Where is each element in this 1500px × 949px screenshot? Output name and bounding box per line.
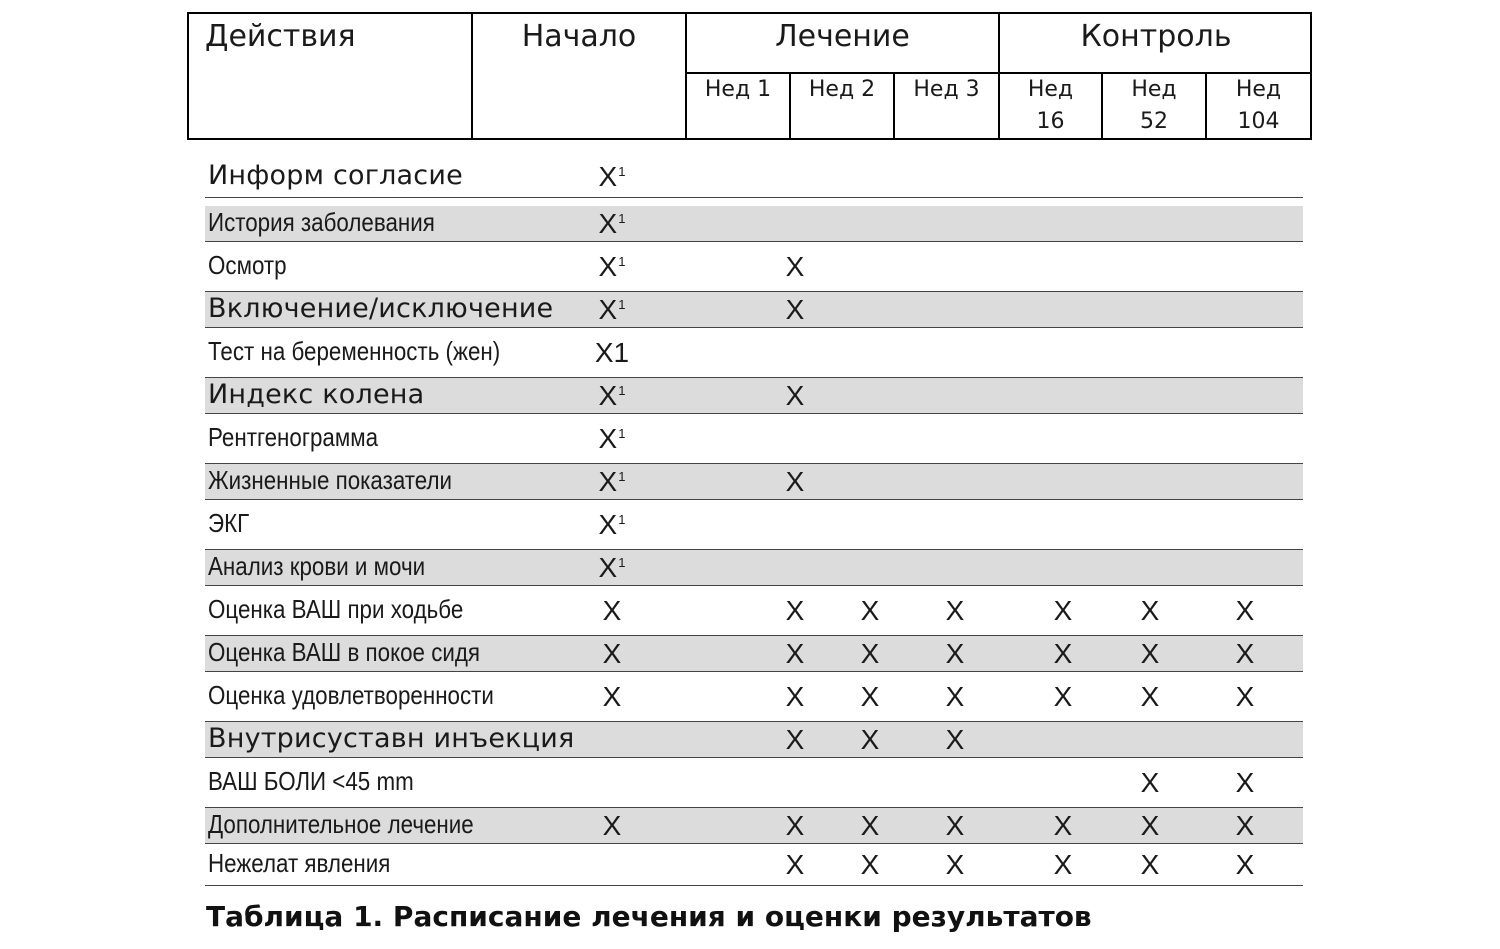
week-mark: X [945, 637, 965, 669]
footnote-marker: 1 [618, 468, 626, 484]
row-label: Индекс колена [208, 378, 425, 410]
week-mark: X [785, 594, 805, 626]
start-mark: X [602, 594, 622, 626]
row-label: Рентгенограмма [208, 421, 379, 452]
week-mark: X [1235, 680, 1255, 712]
week-mark: X [860, 848, 880, 880]
table-row [205, 550, 1303, 586]
table-row [205, 672, 1303, 722]
header-control: Контроль [1080, 19, 1232, 54]
header-week-16: Нед 16 [1027, 77, 1074, 134]
start-mark: X [602, 637, 622, 669]
table-caption: Таблица 1. Расписание лечения и оценки результатов [206, 900, 1092, 933]
week-mark: X [1140, 680, 1160, 712]
footnote-marker: 1 [618, 210, 626, 226]
week-mark: X [785, 680, 805, 712]
table-row [205, 378, 1303, 414]
table-row [205, 292, 1303, 328]
row-label: Оценка удовлетворенности [208, 679, 494, 710]
table-row [205, 844, 1303, 886]
week-mark: X [860, 637, 880, 669]
week-mark: X [1140, 809, 1160, 841]
week-mark: X [785, 723, 805, 755]
start-mark: $X^1$ [598, 465, 626, 497]
week-mark: X [785, 379, 805, 411]
footnote-marker: 1 [618, 511, 626, 527]
week-mark: X [945, 848, 965, 880]
table-row [205, 758, 1303, 808]
table-row [205, 414, 1303, 464]
week-mark: X [860, 809, 880, 841]
week-mark: X [1053, 680, 1073, 712]
week-mark: X [1235, 809, 1255, 841]
week-mark: X [785, 250, 805, 282]
start-mark: X [602, 680, 622, 712]
week-mark: X [785, 848, 805, 880]
footnote-marker: 1 [618, 163, 626, 179]
week-mark: X [1140, 637, 1160, 669]
week-mark: X [1235, 766, 1255, 798]
header-week-104: Нед 104 [1235, 77, 1282, 134]
schedule-table-header [187, 12, 1312, 140]
week-mark: X [945, 723, 965, 755]
header-start: Начало [521, 19, 637, 54]
row-label: Анализ крови и мочи [208, 550, 426, 581]
table-row [205, 808, 1303, 844]
week-mark: X [1053, 848, 1073, 880]
table-row [205, 636, 1303, 672]
table-row [205, 206, 1303, 242]
footnote-marker: 1 [618, 253, 626, 269]
week-mark: X [860, 594, 880, 626]
week-mark: X [785, 637, 805, 669]
week-mark: X [785, 809, 805, 841]
row-label: ВАШ БОЛИ <45 mm [208, 765, 414, 796]
start-mark: $X^1$ [598, 508, 626, 540]
row-label: Жизненные показатели [208, 464, 453, 495]
week-mark: X [860, 680, 880, 712]
header-week-1: Нед 1 [704, 77, 772, 102]
row-label: Оценка ВАШ при ходьбе [208, 593, 464, 624]
start-mark: $X^1$ [598, 422, 626, 454]
start-mark: $X^1$ [598, 250, 626, 282]
start-mark: X [602, 809, 622, 841]
header-week-3: Нед 3 [913, 77, 980, 102]
table-row [205, 156, 1303, 198]
table-row [205, 586, 1303, 636]
row-label: Информ согласие [208, 159, 463, 191]
week-mark: X [945, 809, 965, 841]
week-mark: X [1140, 766, 1160, 798]
week-mark: X [785, 293, 805, 325]
row-label: Оценка ВАШ в покое сидя [208, 636, 481, 667]
row-label: Включение/исключение [208, 292, 554, 324]
table-row [205, 328, 1303, 378]
header-treatment: Лечение [775, 19, 910, 54]
start-mark: $X^1$ [598, 293, 626, 325]
row-label: Тест на беременность (жен) [208, 335, 501, 366]
week-mark: X [785, 465, 805, 497]
row-label: Нежелат явления [208, 847, 391, 878]
table-row [205, 242, 1303, 292]
start-mark: $X^1$ [598, 160, 626, 192]
start-mark: $X^1$ [598, 379, 626, 411]
row-label: Дополнительное лечение [208, 808, 474, 839]
week-mark: X [1053, 637, 1073, 669]
week-mark: X [860, 723, 880, 755]
week-mark: X [1053, 594, 1073, 626]
week-mark: X [1235, 848, 1255, 880]
week-mark: X [1140, 594, 1160, 626]
row-label: ЭКГ [208, 507, 250, 538]
week-mark: X [1140, 848, 1160, 880]
start-mark: $X^1$ [598, 551, 626, 583]
footnote-marker: 1 [618, 554, 626, 570]
week-mark: X [1235, 594, 1255, 626]
row-label: История заболевания [208, 206, 435, 237]
row-label: Осмотр [208, 249, 287, 280]
footnote-marker: 1 [618, 296, 626, 312]
header-actions: Действия [205, 19, 356, 54]
row-label: Внутрисуставн инъекция [208, 722, 575, 754]
start-mark: $X^1$ [598, 207, 626, 239]
table-row [205, 500, 1303, 550]
footnote-marker: 1 [618, 382, 626, 398]
week-mark: X [945, 594, 965, 626]
week-mark: X [945, 680, 965, 712]
start-mark: X1 [594, 336, 630, 368]
footnote-marker: 1 [618, 425, 626, 441]
header-week-52: Нед 52 [1131, 77, 1177, 134]
table-row [205, 464, 1303, 500]
table-row [205, 722, 1303, 758]
header-week-2: Нед 2 [808, 77, 876, 102]
week-mark: X [1235, 637, 1255, 669]
week-mark: X [1053, 809, 1073, 841]
